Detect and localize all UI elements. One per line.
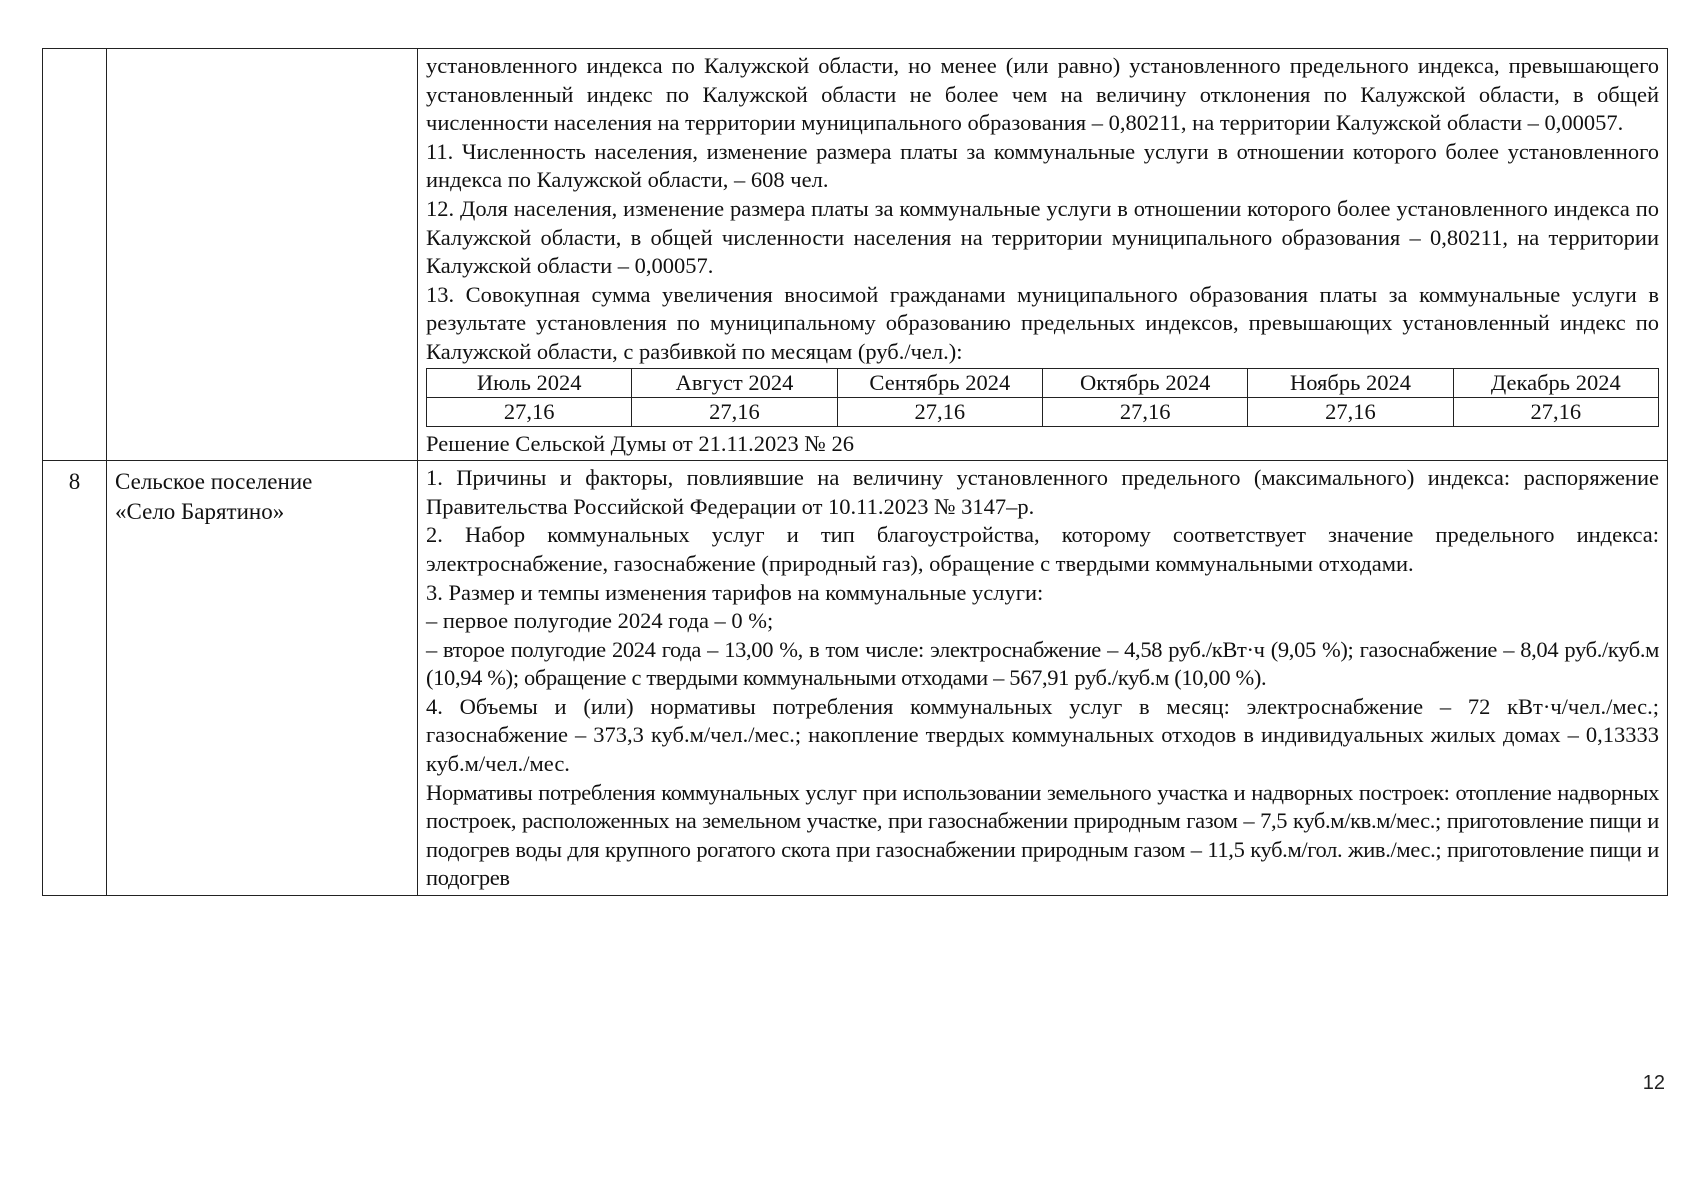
months-header-row — [427, 368, 1659, 397]
municipality-name-line1: Сельское поселение — [115, 469, 313, 495]
paragraph-2: 2. Набор коммунальных услуг и тип благоустройства, которому соответствует значение предельного индекса: электроснабжение, газоснабжение (природный газ), обращение с твердыми коммунальными отходами. — [426, 522, 1659, 576]
municipality-cell-empty — [107, 49, 418, 461]
month-value: 27,16 — [427, 397, 632, 426]
paragraph-continuation: установленного индекса по Калужской области, но менее (или равно) установленного предельного индекса, превышающего установленный индекс по Калужской области не более чем на величину отклонения по Калужской области, в общей численности населения на территории муниципального образования – 0,80211, на территории Калужской области – 0,00057. — [426, 53, 1659, 136]
decision-reference: Решение Сельской Думы от 21.11.2023 № 26 — [426, 430, 854, 456]
month-header: Ноябрь 2024 — [1248, 368, 1453, 397]
paragraph-4: 4. Объемы и (или) нормативы потребления коммунальных услуг в месяц: электроснабжение – 72 кВт·ч/чел./мес.; газоснабжение – 373,3 куб.м/чел./мес.; накопление твердых коммунальных отходов в индивидуальных жилых домах – 0,13333 куб.м/чел./мес. — [426, 693, 1659, 777]
month-value: 27,16 — [1248, 397, 1453, 426]
month-value: 27,16 — [1453, 397, 1658, 426]
paragraph-11: 11. Численность населения, изменение размера платы за коммунальные услуги в отношении которого более установленного индекса по Калужской области, – 608 чел. — [426, 138, 1659, 193]
paragraph-1: 1. Причины и факторы, повлиявшие на величину установленного предельного (максимального) индекса: распоряжение Правительства Российской Федерации от 10.11.2023 № 3147–р. — [426, 465, 1659, 519]
month-value: 27,16 — [837, 397, 1042, 426]
month-value: 27,16 — [1042, 397, 1247, 426]
document-table — [42, 48, 1668, 896]
month-header: Декабрь 2024 — [1453, 368, 1658, 397]
values-row — [427, 397, 1659, 426]
monthly-increase-table — [426, 368, 1659, 427]
row-number-cell-empty — [43, 49, 107, 461]
indicators-cell — [418, 49, 1668, 461]
month-header: Сентябрь 2024 — [837, 368, 1042, 397]
month-header: Октябрь 2024 — [1042, 368, 1247, 397]
paragraph-12: 12. Доля населения, изменение размера платы за коммунальные услуги в отношении которого более установленного индекса по Калужской области, в общей численности населения на территории муниципального образования – 0,80211, на территории Калужской области – 0,00057. — [426, 195, 1659, 279]
paragraph-13: 13. Совокупная сумма увеличения вносимой гражданами муниципального образования платы за коммунальные услуги в результате установления по муниципальному образованию предельных индексов, превышающих установленный индекс по Калужской области, с разбивкой по месяцам (руб./чел.): — [426, 281, 1659, 364]
paragraph-3-second-half: – второе полугодие 2024 года – 13,00 %, в том числе: электроснабжение – 4,58 руб./кВт·ч (9,05 %); газоснабжение – 8,04 руб./куб.м (10,94 %); обращение с твердыми коммунальными отходами – 567,91 руб./куб.м (10,00 %). — [426, 636, 1659, 691]
paragraph-norms: Нормативы потребления коммунальных услуг при использовании земельного участка и надворных построек: отопление надворных построек, расположенных на земельном участке, при газоснабжении природным газом – 7,5 куб.м/кв.м/мес.; приготовление пищи и подогрев воды для крупного рогатого скота при газоснабжении природным газом – 11,5 куб.м/гол. жив./мес.; приготовление пищи и подогрев — [426, 779, 1659, 891]
table-row-8 — [43, 461, 1668, 896]
row-number-cell: 8 — [43, 461, 107, 896]
municipality-name-line2: «Село Барятино» — [115, 499, 285, 525]
paragraph-3: 3. Размер и темпы изменения тарифов на коммунальные услуги: — [426, 579, 1044, 605]
month-header: Июль 2024 — [427, 368, 632, 397]
paragraph-3-first-half: – первое полугодие 2024 года – 0 %; — [426, 608, 774, 634]
month-value: 27,16 — [632, 397, 837, 426]
indicators-cell — [418, 461, 1668, 896]
municipality-name-cell — [107, 461, 418, 896]
month-header: Август 2024 — [632, 368, 837, 397]
table-row-7 — [43, 49, 1668, 461]
page-number: 12 — [1642, 1072, 1665, 1094]
